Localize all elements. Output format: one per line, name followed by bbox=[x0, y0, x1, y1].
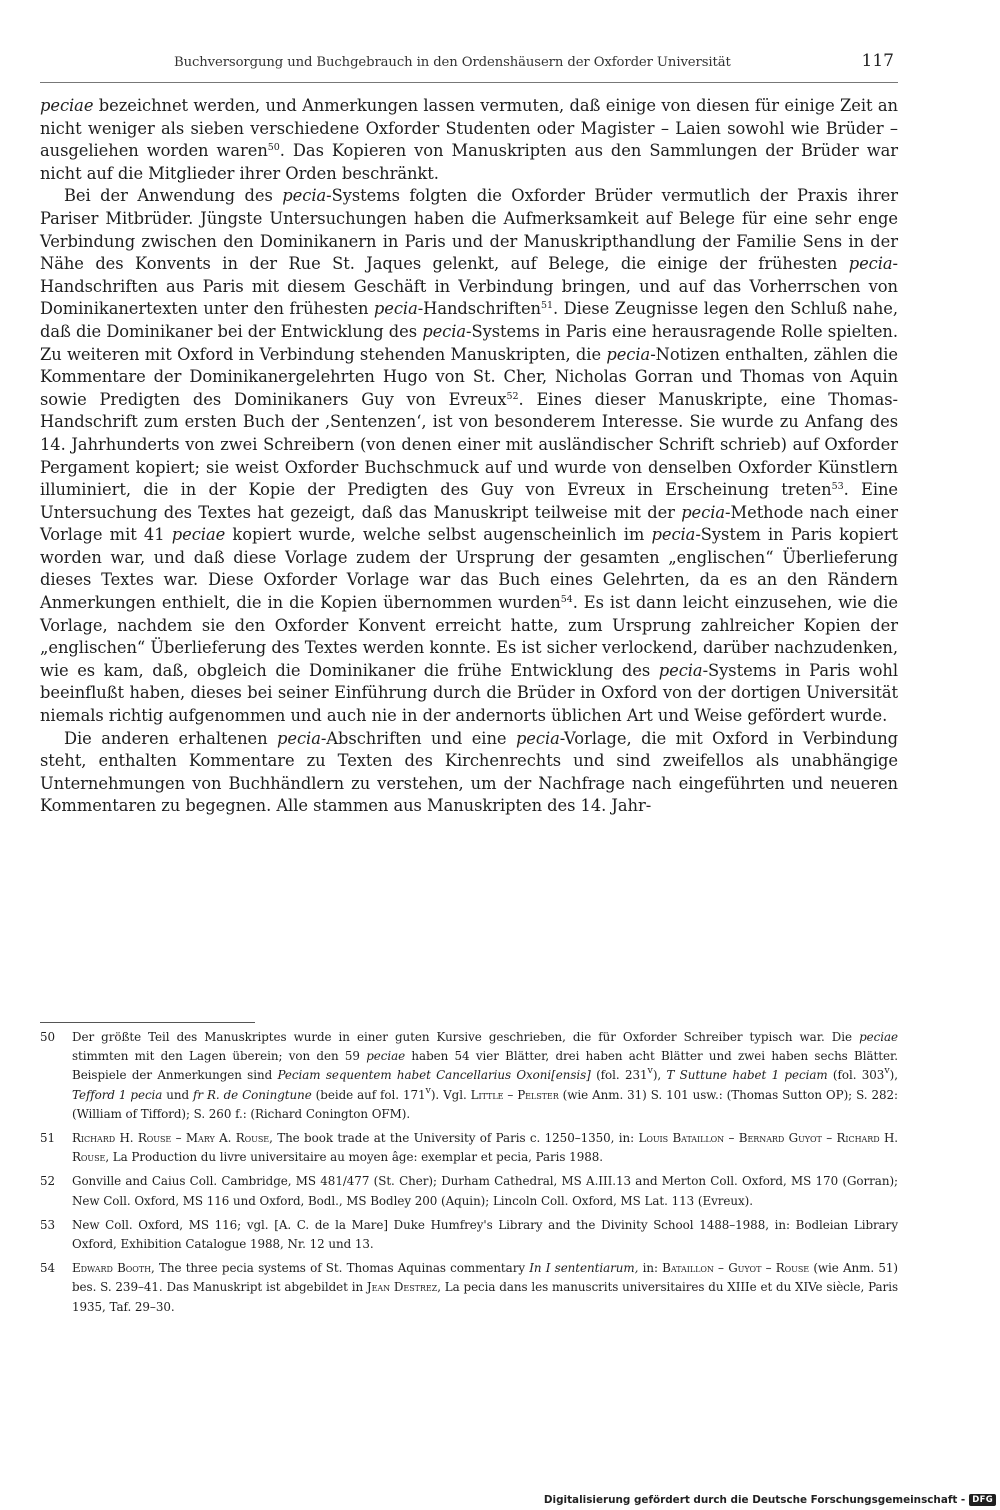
italic-term: T Suttune habet 1 peciam bbox=[666, 1068, 828, 1083]
italic-term: peciae bbox=[40, 96, 94, 115]
italic-term: pecia bbox=[848, 254, 893, 274]
dfg-logo-icon: DFG bbox=[969, 1494, 996, 1506]
note-reference: 50 bbox=[267, 142, 280, 154]
footnote bbox=[40, 1216, 898, 1254]
footnote-number: 51 bbox=[40, 1131, 56, 1146]
footnote bbox=[40, 1028, 898, 1124]
footnote-number: 50 bbox=[40, 1030, 56, 1044]
author-name: OFM bbox=[371, 1106, 402, 1121]
italic-term: pecia bbox=[651, 525, 696, 545]
main-text bbox=[40, 95, 898, 818]
italic-term: pecia bbox=[422, 321, 467, 341]
author-name: Edward Booth bbox=[72, 1261, 151, 1276]
paragraph: Bei der Anwendung des pecia-Systems folgten die Oxforder Brüder vermutlich der Praxis ihrer Pariser Mitbrüder. Jüngste Untersuchungen haben die Aufmerksamkeit auf Belege für eine sehr enge Verbindung zwischen den Dominikanern in Paris und der Manuskripthandlung der Familie Sens in der Nähe des Konvents in der Rue St. Jaques gelenkt, auf Belege, die einige der frühesten pecia-Handschriften aus Paris mit diesem Geschäft in Verbindung bringen, und auf das Vorherrschen von Dominikanertexten unter den frühesten pecia-Handschriften$^{51}$. Diese Zeugnisse legen den Schluß nahe, daß die Dominikaner bei der Entwicklung des pecia-Systems in Paris eine herausragende Rolle spielten. Zu weiteren mit Oxford in Verbindung stehenden Manuskripten, die pecia-Notizen enthalten, zählen die Kommentare der Dominikanergelehrten Hugo von St. Cher, Nicholas Gorran und Thomas von Aquin sowie Predigten des Dominikaners Guy von Evreux$^{52}$. Eines dieser Manuskripte, eine Thomas-Handschrift zum ersten Buch der ‚Sentenzen‘, ist von besonderem Interesse. Sie wurde zu Anfang des 14. Jahrhunderts von zwei Schreibern (von denen einer mit ausländischer Schrift schrieb) auf Oxforder Pergament kopiert; sie weist Oxforder Buchschmuck auf und wurde von denselben Oxforder Künstlern illuminiert, die in der Kopie der Predigten des Guy von Evreux in Erscheinung treten$^{53}$. Eine Untersuchung des Textes hat gezeigt, daß das Manuskript teilweise mit der pecia-Methode nach einer Vorlage mit 41 peciae kopiert wurde, welche selbst augenscheinlich im pecia-System in Paris kopiert worden war, und daß diese Vorlage zudem der Ursprung der gesamten „englischen“ Überlieferung dieses Textes war. Diese Oxforder Vorlage war das Buch eines Gelehrten, da es an den Rändern Anmerkungen enthielt, die in die Kopien übernommen wurden$^{54}$. Es ist dann leicht einzusehen, wie die Vorlage, nachdem sie den Oxforder Konvent erreicht hatte, zum Ursprung zahlreicher Kopien der „englischen“ Überlieferung des Textes werden konnte. Es ist sicher verlockend, darüber nachzudenken, wie es kam, daß, obgleich die Dominikaner die frühe Entwicklung des pecia-Systems in Paris wohl beeinflußt haben, dieses bei seiner Einführung durch die Brüder in Oxford von der dortigen Universität niemals richtig aufgenommen und auch nie in der andernorts üblichen Art und Weise gefördert wurde. bbox=[40, 186, 899, 726]
italic-term: peciae bbox=[859, 1030, 898, 1044]
footnote bbox=[40, 1259, 898, 1317]
note-reference: v bbox=[425, 1084, 431, 1096]
footnote bbox=[40, 1129, 898, 1167]
author-name: Louis Bataillon – Bernard Guyot – Richard H. Rouse bbox=[72, 1131, 898, 1165]
italic-term: pecia bbox=[658, 660, 703, 680]
author-name: Jean Destrez bbox=[366, 1280, 438, 1295]
italic-term: pecia bbox=[515, 728, 560, 748]
footnote-number: 53 bbox=[40, 1217, 56, 1232]
footnote-number: 52 bbox=[40, 1174, 56, 1189]
italic-term: pecia bbox=[606, 344, 651, 364]
running-header bbox=[40, 51, 898, 83]
note-reference: v bbox=[647, 1065, 653, 1077]
author-name: Bataillon – Guyot – Rouse bbox=[662, 1261, 810, 1276]
italic-term: pecia bbox=[373, 299, 418, 319]
note-reference: 52 bbox=[506, 390, 519, 402]
italic-term: pecia bbox=[277, 728, 321, 748]
note-reference: 53 bbox=[831, 481, 844, 493]
italic-term: peciae bbox=[366, 1049, 406, 1064]
digitization-note: Digitalisierung gefördert durch die Deutsche Forschungsgemeinschaft - bbox=[543, 1494, 966, 1506]
page-number: 117 bbox=[861, 51, 894, 71]
author-name: Richard H. Rouse – Mary A. Rouse bbox=[72, 1131, 270, 1146]
footnotes bbox=[40, 1028, 898, 1322]
italic-term: peciae bbox=[171, 525, 226, 545]
footnote-text: New Coll. Oxford, MS 116; vgl. [A. C. de la Mare] Duke Humfrey's Library and the Divinity School 1488–1988, in: Bodleian Library Oxford, Exhibition Catalogue 1988, Nr. 12 und 13. bbox=[72, 1217, 898, 1252]
note-reference: 54 bbox=[560, 594, 573, 606]
author-name: Little – Pelster bbox=[470, 1087, 559, 1102]
italic-term: Peciam sequentem habet Cancellarius Oxoni[ensis] bbox=[277, 1068, 591, 1083]
footnote-text: Richard H. Rouse – Mary A. Rouse, The book trade at the University of Paris c. 1250–1350, in: Louis Bataillon – Bernard Guyot – Richard H. Rouse, La Production du livre universitaire au moyen âge: exemplar et pecia, Paris 1988. bbox=[72, 1131, 898, 1165]
footnote-text: Der größte Teil des Manuskriptes wurde in einer guten Kursive geschrieben, die für Oxforder Schreiber typisch war. Die peciae stimmten mit den Lagen überein; von den 59 peciae haben 54 vier Blätter, drei haben acht Blätter und zwei haben sechs Blätter. Beispiele der Anmerkungen sind Peciam sequentem habet Cancellarius Oxoni[ensis] (fol. 231$^v$), T Suttune habet 1 peciam (fol. 303$^v$), Tefford 1 pecia und fr R. de Coningtune (beide auf fol. 171$^v$). Vgl. Little – Pelster (wie Anm. 31) S. 101 usw.: (Thomas Sutton OP); S. 282: (William of Tifford); S. 260 f.: (Richard Conington OFM). bbox=[72, 1030, 899, 1121]
footnote-separator bbox=[40, 1022, 255, 1023]
note-reference: 51 bbox=[541, 300, 553, 312]
italic-term: Tefford 1 pecia bbox=[72, 1087, 163, 1102]
footnote-number: 54 bbox=[40, 1261, 56, 1276]
italic-term: In I sententiarum, bbox=[529, 1261, 639, 1276]
italic-term: pecia bbox=[282, 186, 327, 206]
running-title: Buchversorgung und Buchgebrauch in den Ordenshäusern der Oxforder Universität bbox=[174, 55, 731, 70]
footnote-text: Edward Booth, The three pecia systems of St. Thomas Aquinas commentary In I sententiarum, in: Bataillon – Guyot – Rouse (wie Anm. 51) bes. S. 239–41. Das Manuskript ist abgebildet in Jean Destrez, La pecia dans les manuscrits universitaires du XIIIe et du XIVe siècle, Paris 1935, Taf. 29–30. bbox=[72, 1261, 898, 1314]
digitization-footer bbox=[544, 1494, 996, 1506]
italic-term: pecia bbox=[681, 502, 726, 522]
paragraph: peciae bezeichnet werden, und Anmerkungen lassen vermuten, daß einige von diesen für einige Zeit an nicht weniger als sieben verschiedene Oxforder Studenten oder Magister – Laien sowohl wie Brüder – ausgeliehen worden waren$^{50}$. Das Kopieren von Manuskripten aus den Sammlungen der Brüder war nicht auf die Mitglieder ihrer Orden beschränkt. bbox=[40, 96, 899, 183]
footnote bbox=[40, 1172, 898, 1210]
paragraph: Die anderen erhaltenen pecia-Abschriften und eine pecia-Vorlage, die mit Oxford in Verbindung steht, enthalten Kommentare zu Texten des Kirchenrechts und sind zweifellos als unabhängige Unternehmungen von Buchhändlern zu verstehen, um der Nachfrage nach eingeführten und neueren Kommentaren zu begegnen. Alle stammen aus Manuskripten des 14. Jahr- bbox=[40, 728, 899, 816]
note-reference: v bbox=[884, 1065, 890, 1077]
footnote-text: Gonville and Caius Coll. Cambridge, MS 481/477 (St. Cher); Durham Cathedral, MS A.III.13 and Merton Coll. Oxford, MS 170 (Gorran); New Coll. Oxford, MS 116 und Oxford, Bodl., MS Bodley 200 (Aquin); Lincoln Coll. Oxford, MS Lat. 113 (Evreux). bbox=[72, 1174, 898, 1208]
italic-term: fr R. de Coningtune bbox=[193, 1087, 312, 1102]
